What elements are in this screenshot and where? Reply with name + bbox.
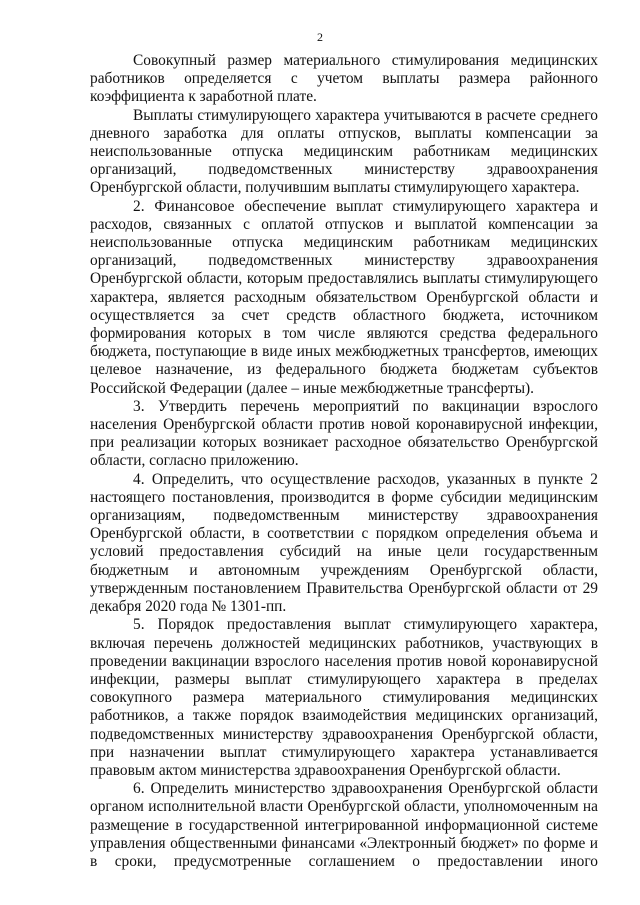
paragraph-item-3-approve-list: 3. Утвердить перечень мероприятий по вакцинации взрослого населения Оренбургской области против новой коронавирусной инфекции, при реализации которых возникает расходное обязательство Оренбургской области, согласно приложению. <box>90 397 598 470</box>
paragraph-item-4-expenses: 4. Определить, что осуществление расходов, указанных в пункте 2 настоящего постановления, производится в форме субсидии медицинским организациям, подведомственным министерству здравоохранения Оренбургской области, в соответствии с порядком определения объема и условий предоставления субсидий на иные цели государственным бюджетным и автономным учреждениям Оренбургской области, утвержденным постановлением Правительства Оренбургской области от 29 декабря 2020 года № 1301-пп. <box>90 470 598 616</box>
paragraph-item-6-ministry: 6. Определить министерство здравоохранения Оренбургской области органом исполнительной власти Оренбургской области, уполномоченным на размещение в государственной интегрированной информационной системе управления общественными финансами «Электронный бюджет» по форме и в сроки, предусмотренные соглашением о предоставлении иного <box>90 780 598 870</box>
page-number: 2 <box>317 30 323 44</box>
paragraph-item-2-financing: 2. Финансовое обеспечение выплат стимулирующего характера и расходов, связанных с оплатой отпусков и выплатой компенсации за неиспользованные отпуска медицинским работникам медицинских организаций, подведомственных министерству здравоохранения Оренбургской области, которым предоставлялись выплаты стимулирующего характера, является расходным обязательством Оренбургской области и осуществляется за счет средств областного бюджета, источником формирования которых в том числе являются средства федерального бюджета, поступающие в виде иных межбюджетных трансфертов, имеющих целевое назначение, из федерального бюджета бюджетам субъектов Российской Федерации (далее – иные межбюджетные трансферты). <box>90 197 598 397</box>
document-body <box>90 52 598 871</box>
paragraph-item-5-procedure: 5. Порядок предоставления выплат стимулирующего характера, включая перечень должностей медицинских работников, участвующих в проведении вакцинации взрослого населения против новой коронавирусной инфекции, размеры выплат стимулирующего характера в пределах совокупного размера материального стимулирования медицинских работников, а также порядок взаимодействия медицинских организаций, подведомственных министерству здравоохранения Оренбургской области, при назначении выплат стимулирующего характера устанавливается правовым актом министерства здравоохранения Оренбургской области. <box>90 616 598 779</box>
paragraph-stimulating-payments: Выплаты стимулирующего характера учитываются в расчете среднего дневного заработка для оплаты отпусков, выплаты компенсации за неиспользованные отпуска медицинским работникам медицинских организаций, подведомственных министерству здравоохранения Оренбургской области, получившим выплаты стимулирующего характера. <box>90 106 598 197</box>
paragraph-material-stimulation: Совокупный размер материального стимулирования медицинских работников определяется с учетом выплаты размера районного коэффициента к заработной плате. <box>90 52 598 106</box>
